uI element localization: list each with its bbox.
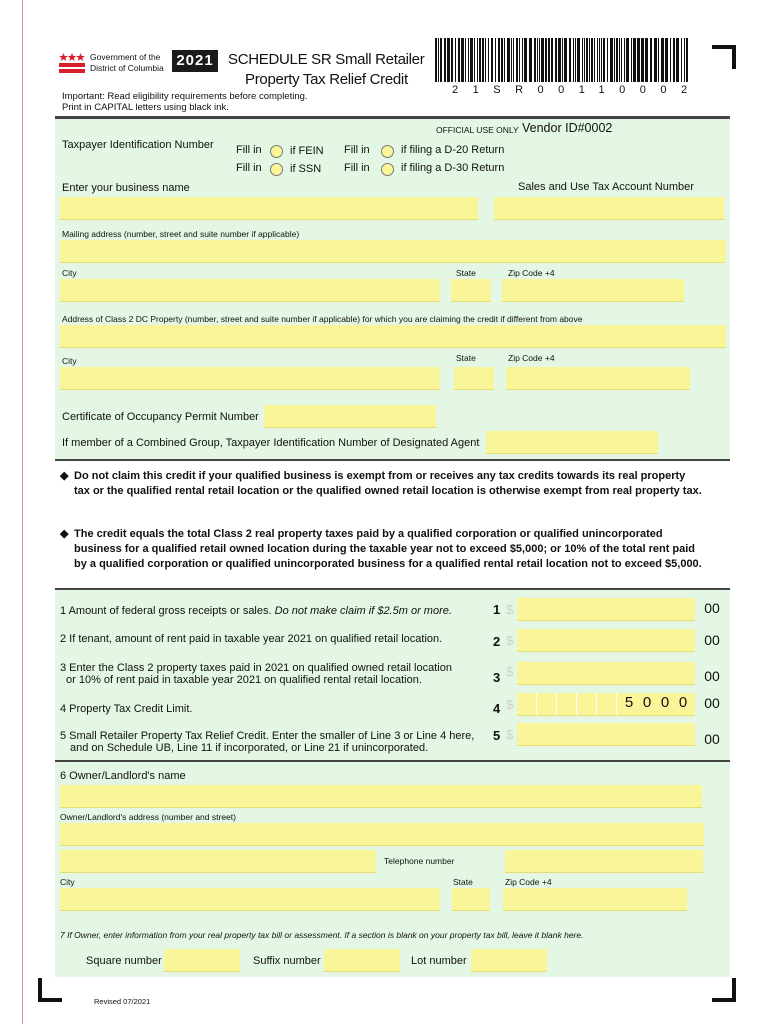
note-credit-amount: ◆ The credit equals the total Class 2 real property taxes paid by a qualified corporation or qualified unincorporated business for a qualified retail owned location during the taxable year not to exceed $5,000; or 10% of the total rent paid by a qualified corporation or qualified unincorporated business for a qualified rental retail location not to exceed $5,000.: [60, 528, 702, 570]
line2-label: 2 If tenant, amount of rent paid in taxable year 2021 on qualified retail location.: [60, 633, 443, 645]
business-name-input[interactable]: [60, 197, 478, 220]
mailing-address-label: Mailing address (number, street and suite number if applicable): [62, 229, 300, 239]
owner-city-input[interactable]: [60, 888, 440, 911]
owner-name-input[interactable]: [60, 785, 702, 808]
property-zip-input[interactable]: [506, 367, 690, 390]
corner-mark-bottom-right: [712, 978, 736, 1002]
d30-radio[interactable]: [381, 163, 394, 176]
corner-mark-top-right: [712, 45, 736, 69]
line3-input[interactable]: [517, 662, 695, 685]
ssn-radio[interactable]: [270, 163, 283, 176]
fein-radio[interactable]: [270, 145, 283, 158]
line7-instructions: 7 If Owner, enter information from your real property tax bill or assessment. If a section is blank on your property tax bill, leave it blank here.: [60, 930, 584, 940]
occupancy-permit-input[interactable]: [264, 405, 436, 428]
bullet-icon: ◆: [60, 470, 69, 482]
margin-line: [22, 0, 23, 1024]
city-label: City: [62, 268, 77, 278]
combined-group-label: If member of a Combined Group, Taxpayer Identification Number of Designated Agent: [62, 437, 480, 449]
fill-in-label: Fill in: [344, 162, 370, 174]
line4-number: 4: [493, 701, 501, 716]
line4-label: 4 Property Tax Credit Limit.: [60, 703, 193, 715]
sales-tax-label: Sales and Use Tax Account Number: [518, 181, 694, 193]
dc-flag-logo: [59, 52, 85, 74]
section-rule: [55, 459, 730, 461]
property-address-input[interactable]: [60, 325, 726, 348]
fill-in-label: Fill in: [236, 144, 262, 156]
bullet-icon: ◆: [60, 528, 69, 540]
zip-label: Zip Code +4: [508, 268, 555, 278]
owner-address-input[interactable]: [60, 823, 704, 846]
line2-input[interactable]: [517, 629, 695, 652]
line1-label: 1 Amount of federal gross receipts or sales. Do not make claim if $2.5m or more.: [60, 605, 452, 617]
line5-label: 5 Small Retailer Property Tax Relief Credit. Enter the smaller of Line 3 or Line 4 here, and on Schedule UB, Line 11 if incorporated, or Line 21 if unincorporated.: [60, 730, 475, 754]
city-input[interactable]: [60, 279, 440, 302]
business-name-label: Enter your business name: [62, 182, 190, 194]
tax-year-badge: 2021: [172, 50, 218, 72]
line1-number: 1: [493, 602, 501, 617]
revision-date: Revised 07/2021: [94, 997, 151, 1006]
property-city-input[interactable]: [60, 367, 440, 390]
owner-state-input[interactable]: [452, 888, 490, 911]
suffix-number-label: Suffix number: [253, 955, 321, 967]
barcode: [435, 38, 690, 82]
line4-digit: 5: [624, 694, 634, 711]
corner-mark-bottom-left: [38, 978, 62, 1002]
state-input[interactable]: [451, 279, 491, 302]
instructions: Important: Read eligibility requirements before completing. Print in CAPITAL letters using black ink.: [62, 91, 308, 113]
zip-input[interactable]: [502, 279, 684, 302]
d20-label: if filing a D-20 Return: [401, 144, 505, 156]
occupancy-permit-label: Certificate of Occupancy Permit Number: [62, 411, 259, 423]
zip-label: Zip Code +4: [508, 353, 555, 363]
line4-digit: 0: [642, 694, 652, 711]
barcode-number: 21SR00110002: [452, 84, 702, 96]
dollar-sign: $: [506, 633, 514, 648]
line5-number: 5: [493, 728, 501, 743]
dollar-sign: $: [506, 727, 514, 742]
vendor-id: Vendor ID#0002: [522, 121, 613, 135]
dollar-sign: $: [506, 697, 514, 712]
dollar-sign: $: [506, 602, 514, 617]
owner-address-label: Owner/Landlord's address (number and street): [60, 812, 236, 822]
telephone-input[interactable]: [505, 850, 703, 873]
property-address-label: Address of Class 2 DC Property (number, street and suite number if applicable) for which you are claiming the credit if different from above: [62, 314, 583, 324]
line4-cents: 00: [704, 695, 720, 711]
line3-number: 3: [493, 670, 501, 685]
square-number-input[interactable]: [164, 949, 240, 972]
telephone-label: Telephone number: [384, 856, 455, 866]
lot-number-input[interactable]: [471, 949, 547, 972]
tin-label: Taxpayer Identification Number: [62, 139, 214, 151]
d20-radio[interactable]: [381, 145, 394, 158]
line3-label: 3 Enter the Class 2 property taxes paid in 2021 on qualified owned retail location or 10% of rent paid in taxable year 2021 on qualified rental retail location.: [60, 662, 452, 686]
line4-digit: 0: [660, 694, 670, 711]
fein-label: if FEIN: [290, 145, 324, 157]
fill-in-label: Fill in: [236, 162, 262, 174]
state-label: State: [456, 353, 476, 363]
note-exempt: ◆ Do not claim this credit if your qualified business is exempt from or receives any tax credits towards its real property tax or the qualified rental retail location or the qualified owned retail location is otherwise exempt from real property tax.: [60, 470, 702, 497]
zip-label: Zip Code +4: [505, 877, 552, 887]
line5-input[interactable]: [517, 723, 695, 746]
sales-tax-account-input[interactable]: [494, 197, 724, 220]
form-title: SCHEDULE SR Small Retailer: [228, 51, 425, 68]
property-state-input[interactable]: [454, 367, 494, 390]
suffix-number-input[interactable]: [324, 949, 400, 972]
line1-cents: 00: [704, 600, 720, 616]
line3-cents: 00: [704, 668, 720, 684]
d30-label: if filing a D-30 Return: [401, 162, 505, 174]
lot-number-label: Lot number: [411, 955, 467, 967]
line4-value-box: [517, 693, 695, 716]
line2-number: 2: [493, 634, 501, 649]
government-name: Government of the District of Columbia: [90, 52, 164, 73]
owner-zip-input[interactable]: [503, 888, 687, 911]
designated-agent-tin-input[interactable]: [486, 431, 658, 454]
form-subtitle: Property Tax Relief Credit: [245, 71, 408, 88]
owner-name-label: 6 Owner/Landlord's name: [60, 770, 186, 782]
ssn-label: if SSN: [290, 163, 322, 175]
state-label: State: [456, 268, 476, 278]
city-label: City: [62, 356, 77, 366]
mailing-address-input[interactable]: [60, 240, 726, 263]
owner-address-line2-input[interactable]: [60, 850, 376, 873]
fill-in-label: Fill in: [344, 144, 370, 156]
state-label: State: [453, 877, 473, 887]
line5-cents: 00: [704, 731, 720, 747]
city-label: City: [60, 877, 75, 887]
official-use-label: OFFICIAL USE ONLY: [436, 125, 519, 135]
dollar-sign: $: [506, 664, 514, 679]
line2-cents: 00: [704, 632, 720, 648]
line1-input[interactable]: [517, 598, 695, 621]
line4-digit: 0: [678, 694, 688, 711]
square-number-label: Square number: [86, 955, 162, 967]
